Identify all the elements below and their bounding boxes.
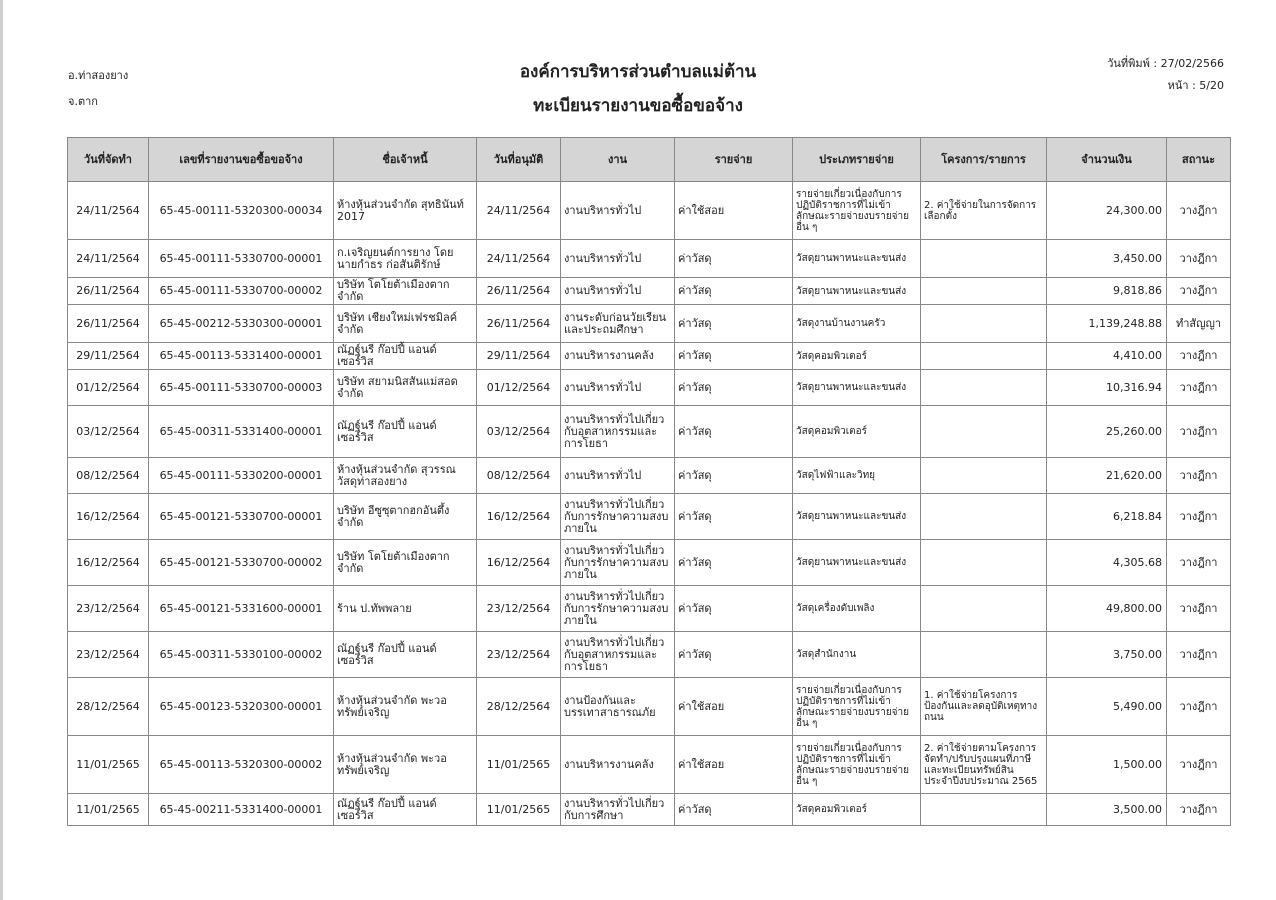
row-work: งานบริหารทั่วไปเกี่ยวกับการรักษาความสงบภายใน [561, 586, 675, 632]
row-status: วางฎีกา [1167, 678, 1231, 736]
row-expense: ค่าวัสดุ [675, 406, 793, 458]
row-status: วางฎีกา [1167, 632, 1231, 678]
page-number: หน้า : 5/20 [1167, 79, 1224, 92]
row-expense-type: รายจ่ายเกี่ยวเนื่องกับการปฏิบัติราชการที่ไม่เข้าลักษณะรายจ่ายงบรายจ่ายอื่น ๆ [793, 736, 921, 794]
row-status: วางฎีกา [1167, 586, 1231, 632]
row-amount: 25,260.00 [1047, 406, 1167, 458]
row-expense: ค่าวัสดุ [675, 540, 793, 586]
row-report-no: 65-45-00113-5320300-00002 [149, 736, 334, 794]
row-expense: ค่าวัสดุ [675, 278, 793, 305]
row-expense: ค่าวัสดุ [675, 370, 793, 406]
row-work: งานป้องกันและบรรเทาสาธารณภัย [561, 678, 675, 736]
row-report-no: 65-45-00113-5331400-00001 [149, 343, 334, 370]
row-creditor: บริษัท สยามนิสสันแม่สอด จำกัด [334, 370, 477, 406]
row-work: งานระดับก่อนวัยเรียนและประถมศึกษา [561, 305, 675, 343]
table-row [68, 343, 1231, 370]
row-work: งานบริหารงานคลัง [561, 343, 675, 370]
row-report-no: 65-45-00121-5330700-00002 [149, 540, 334, 586]
row-project: 2. ค่าใช้จ่ายในการจัดการเลือกตั้ง [921, 182, 1047, 240]
row-expense-type: วัสดุยานพาหนะและขนส่ง [793, 540, 921, 586]
row-approved-date: 11/01/2565 [477, 736, 561, 794]
row-project [921, 305, 1047, 343]
row-project: 2. ค่าใช้จ่ายตามโครงการจัดทำ/ปรับปรุงแผนที่ภาษีและทะเบียนทรัพย์สิน ประจำปีงบประมาณ 2565 [921, 736, 1047, 794]
row-creditor: ก.เจริญยนต์การยาง โดย นายกำธร ก่อสันติรักษ์ [334, 240, 477, 278]
row-date: 24/11/2564 [68, 240, 149, 278]
row-approved-date: 29/11/2564 [477, 343, 561, 370]
row-report-no: 65-45-00211-5331400-00001 [149, 794, 334, 826]
row-expense-type: วัสดุยานพาหนะและขนส่ง [793, 370, 921, 406]
row-approved-date: 01/12/2564 [477, 370, 561, 406]
row-approved-date: 26/11/2564 [477, 278, 561, 305]
row-project: 1. ค่าใช้จ่ายโครงการป้องกันและลดอุบัติเหตุทางถนน [921, 678, 1047, 736]
row-expense: ค่าวัสดุ [675, 458, 793, 494]
row-creditor: ร้าน ป.ทัพพลาย [334, 586, 477, 632]
row-report-no: 65-45-00123-5320300-00001 [149, 678, 334, 736]
table-row [68, 240, 1231, 278]
row-project [921, 370, 1047, 406]
row-approved-date: 03/12/2564 [477, 406, 561, 458]
row-status: วางฎีกา [1167, 540, 1231, 586]
row-report-no: 65-45-00111-5330200-00001 [149, 458, 334, 494]
row-amount: 4,305.68 [1047, 540, 1167, 586]
row-amount: 9,818.86 [1047, 278, 1167, 305]
row-report-no: 65-45-00121-5330700-00001 [149, 494, 334, 540]
row-report-no: 65-45-00121-5331600-00001 [149, 586, 334, 632]
row-work: งานบริหารทั่วไป [561, 370, 675, 406]
row-project [921, 632, 1047, 678]
table-row [68, 540, 1231, 586]
table-row [68, 678, 1231, 736]
row-date: 08/12/2564 [68, 458, 149, 494]
row-approved-date: 08/12/2564 [477, 458, 561, 494]
row-project [921, 586, 1047, 632]
row-date: 28/12/2564 [68, 678, 149, 736]
row-date: 11/01/2565 [68, 736, 149, 794]
row-expense-type: วัสดุงานบ้านงานครัว [793, 305, 921, 343]
row-creditor: ณัฏฐ์นรี ก๊อปปี้ แอนด์ เซอร์วิส [334, 794, 477, 826]
row-project [921, 540, 1047, 586]
row-status: วางฎีกา [1167, 370, 1231, 406]
row-work: งานบริหารทั่วไปเกี่ยวกับอุตสาหกรรมและการโยธา [561, 632, 675, 678]
col-header-status: สถานะ [1167, 138, 1231, 182]
row-expense: ค่าวัสดุ [675, 494, 793, 540]
row-status: วางฎีกา [1167, 458, 1231, 494]
row-creditor: บริษัท เชียงใหม่เฟรชมิลค์ จำกัด [334, 305, 477, 343]
row-date: 29/11/2564 [68, 343, 149, 370]
row-date: 26/11/2564 [68, 305, 149, 343]
row-report-no: 65-45-00311-5330100-00002 [149, 632, 334, 678]
row-work: งานบริหารงานคลัง [561, 736, 675, 794]
row-report-no: 65-45-00111-5330700-00001 [149, 240, 334, 278]
row-expense: ค่าวัสดุ [675, 632, 793, 678]
row-date: 16/12/2564 [68, 494, 149, 540]
row-expense-type: วัสดุยานพาหนะและขนส่ง [793, 278, 921, 305]
row-expense-type: รายจ่ายเกี่ยวเนื่องกับการปฏิบัติราชการที่ไม่เข้าลักษณะรายจ่ายงบรายจ่ายอื่น ๆ [793, 182, 921, 240]
scan-edge [0, 0, 3, 900]
row-creditor: ห้างหุ้นส่วนจำกัด สุวรรณวัสดุท่าสองยาง [334, 458, 477, 494]
row-date: 03/12/2564 [68, 406, 149, 458]
row-expense-type: วัสดุคอมพิวเตอร์ [793, 794, 921, 826]
row-expense: ค่าวัสดุ [675, 240, 793, 278]
row-status: วางฎีกา [1167, 182, 1231, 240]
row-status: วางฎีกา [1167, 794, 1231, 826]
row-work: งานบริหารทั่วไป [561, 240, 675, 278]
row-amount: 3,500.00 [1047, 794, 1167, 826]
row-project [921, 458, 1047, 494]
row-expense-type: วัสดุคอมพิวเตอร์ [793, 343, 921, 370]
col-header-expense-type: ประเภทรายจ่าย [793, 138, 921, 182]
row-expense-type: วัสดุคอมพิวเตอร์ [793, 406, 921, 458]
row-approved-date: 23/12/2564 [477, 632, 561, 678]
col-header-approved-date: วันที่อนุมัติ [477, 138, 561, 182]
row-expense-type: วัสดุยานพาหนะและขนส่ง [793, 240, 921, 278]
table-row [68, 278, 1231, 305]
row-expense-type: วัสดุยานพาหนะและขนส่ง [793, 494, 921, 540]
row-approved-date: 16/12/2564 [477, 540, 561, 586]
row-date: 16/12/2564 [68, 540, 149, 586]
col-header-amount: จำนวนเงิน [1047, 138, 1167, 182]
table-row [68, 632, 1231, 678]
row-status: วางฎีกา [1167, 494, 1231, 540]
row-project [921, 406, 1047, 458]
row-project [921, 240, 1047, 278]
row-expense-type: วัสดุเครื่องดับเพลิง [793, 586, 921, 632]
row-status: วางฎีกา [1167, 240, 1231, 278]
col-header-date: วันที่จัดทำ [68, 138, 149, 182]
row-status: วางฎีกา [1167, 736, 1231, 794]
col-header-work: งาน [561, 138, 675, 182]
row-work: งานบริหารทั่วไป [561, 458, 675, 494]
row-expense: ค่าวัสดุ [675, 343, 793, 370]
organization-title: องค์การบริหารส่วนตำบลแม่ต้าน [519, 62, 757, 82]
row-expense-type: วัสดุไฟฟ้าและวิทยุ [793, 458, 921, 494]
row-expense-type: วัสดุสำนักงาน [793, 632, 921, 678]
row-creditor: ห้างหุ้นส่วนจำกัด พะวอ ทรัพย์เจริญ [334, 678, 477, 736]
row-work: งานบริหารทั่วไปเกี่ยวกับการศึกษา [561, 794, 675, 826]
row-project [921, 494, 1047, 540]
table-row [68, 736, 1231, 794]
row-creditor: ห้างหุ้นส่วนจำกัด สุทธินันท์ 2017 [334, 182, 477, 240]
row-status: วางฎีกา [1167, 278, 1231, 305]
row-date: 24/11/2564 [68, 182, 149, 240]
row-work: งานบริหารทั่วไปเกี่ยวกับการรักษาความสงบภายใน [561, 494, 675, 540]
row-date: 11/01/2565 [68, 794, 149, 826]
row-status: วางฎีกา [1167, 406, 1231, 458]
procurement-register-table [67, 137, 1231, 826]
row-date: 26/11/2564 [68, 278, 149, 305]
row-expense-type: รายจ่ายเกี่ยวเนื่องกับการปฏิบัติราชการที่ไม่เข้าลักษณะรายจ่ายงบรายจ่ายอื่น ๆ [793, 678, 921, 736]
row-status: ทำสัญญา [1167, 305, 1231, 343]
row-approved-date: 24/11/2564 [477, 240, 561, 278]
row-expense: ค่าวัสดุ [675, 305, 793, 343]
row-amount: 5,490.00 [1047, 678, 1167, 736]
col-header-expense: รายจ่าย [675, 138, 793, 182]
row-work: งานบริหารทั่วไปเกี่ยวกับอุตสาหกรรมและการโยธา [561, 406, 675, 458]
row-creditor: บริษัท โตโยต้าเมืองตาก จำกัด [334, 278, 477, 305]
row-date: 23/12/2564 [68, 632, 149, 678]
row-creditor: บริษัท อีซูซุตากฮกอันตึ้ง จำกัด [334, 494, 477, 540]
row-status: วางฎีกา [1167, 343, 1231, 370]
row-report-no: 65-45-00111-5320300-00034 [149, 182, 334, 240]
row-creditor: ณัฏฐ์นรี ก๊อปปี้ แอนด์ เซอร์วิส [334, 632, 477, 678]
document-title: ทะเบียนรายงานขอซื้อขอจ้าง [533, 96, 743, 116]
table-row [68, 494, 1231, 540]
col-header-creditor: ชื่อเจ้าหนี้ [334, 138, 477, 182]
row-work: งานบริหารทั่วไปเกี่ยวกับการรักษาความสงบภายใน [561, 540, 675, 586]
row-approved-date: 16/12/2564 [477, 494, 561, 540]
row-expense: ค่าวัสดุ [675, 586, 793, 632]
row-amount: 10,316.94 [1047, 370, 1167, 406]
row-approved-date: 11/01/2565 [477, 794, 561, 826]
row-report-no: 65-45-00111-5330700-00002 [149, 278, 334, 305]
table-row [68, 370, 1231, 406]
row-expense: ค่าวัสดุ [675, 794, 793, 826]
district-label: อ.ท่าสองยาง [68, 69, 129, 82]
row-amount: 1,139,248.88 [1047, 305, 1167, 343]
row-date: 01/12/2564 [68, 370, 149, 406]
row-approved-date: 28/12/2564 [477, 678, 561, 736]
table-row [68, 406, 1231, 458]
print-date: วันที่พิมพ์ : 27/02/2566 [1107, 57, 1224, 70]
row-amount: 3,750.00 [1047, 632, 1167, 678]
row-project [921, 343, 1047, 370]
province-label: จ.ตาก [68, 95, 98, 108]
row-work: งานบริหารทั่วไป [561, 278, 675, 305]
row-report-no: 65-45-00212-5330300-00001 [149, 305, 334, 343]
row-work: งานบริหารทั่วไป [561, 182, 675, 240]
row-amount: 1,500.00 [1047, 736, 1167, 794]
row-expense: ค่าใช้สอย [675, 678, 793, 736]
row-project [921, 794, 1047, 826]
row-amount: 4,410.00 [1047, 343, 1167, 370]
row-amount: 49,800.00 [1047, 586, 1167, 632]
row-approved-date: 26/11/2564 [477, 305, 561, 343]
row-creditor: ณัฏฐ์นรี ก๊อปปี้ แอนด์ เซอร์วิส [334, 343, 477, 370]
row-report-no: 65-45-00111-5330700-00003 [149, 370, 334, 406]
row-project [921, 278, 1047, 305]
table-row [68, 305, 1231, 343]
col-header-report-no: เลขที่รายงานขอซื้อขอจ้าง [149, 138, 334, 182]
row-amount: 21,620.00 [1047, 458, 1167, 494]
table-row [68, 794, 1231, 826]
row-creditor: ห้างหุ้นส่วนจำกัด พะวอ ทรัพย์เจริญ [334, 736, 477, 794]
row-creditor: ณัฏฐ์นรี ก๊อปปี้ แอนด์ เซอร์วิส [334, 406, 477, 458]
table-row [68, 586, 1231, 632]
table-row [68, 182, 1231, 240]
row-approved-date: 23/12/2564 [477, 586, 561, 632]
table-header-row [68, 138, 1231, 182]
row-amount: 24,300.00 [1047, 182, 1167, 240]
row-date: 23/12/2564 [68, 586, 149, 632]
row-amount: 3,450.00 [1047, 240, 1167, 278]
row-expense: ค่าใช้สอย [675, 182, 793, 240]
row-approved-date: 24/11/2564 [477, 182, 561, 240]
row-creditor: บริษัท โตโยต้าเมืองตาก จำกัด [334, 540, 477, 586]
col-header-project: โครงการ/รายการ [921, 138, 1047, 182]
row-report-no: 65-45-00311-5331400-00001 [149, 406, 334, 458]
table-row [68, 458, 1231, 494]
row-amount: 6,218.84 [1047, 494, 1167, 540]
row-expense: ค่าใช้สอย [675, 736, 793, 794]
